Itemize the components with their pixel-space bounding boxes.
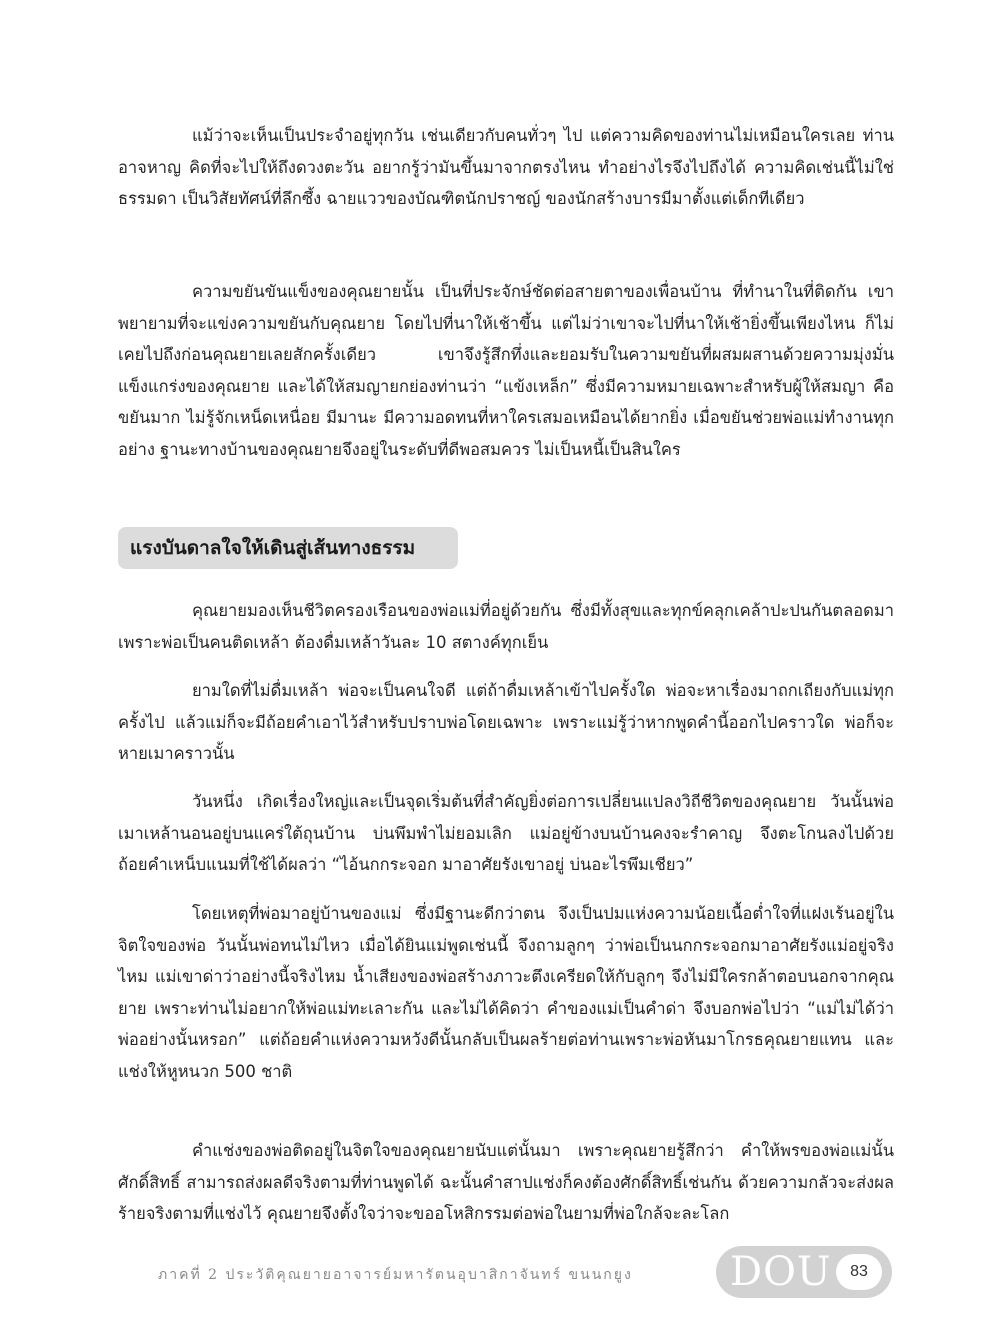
dou-logo: DOU [730, 1249, 832, 1295]
section-heading-box [118, 527, 458, 569]
paragraph-parents-life: คุณยายมองเห็นชีวิตครองเรือนของพ่อแม่ที่อยู่ด้วยกัน ซึ่งมีทั้งสุขและทุกข์คลุกเคล้าปะปนกันตลอดมา เพราะพ่อเป็นคนติดเหล้า ต้องดื่มเหล้าวันละ 10 สตางค์ทุกเย็น [118, 601, 894, 652]
section-heading: แรงบันดาลใจให้เดินสู่เส้นทางธรรม [130, 537, 416, 559]
paragraph-father-anger: โดยเหตุที่พ่อมาอยู่บ้านของแม่ ซึ่งมีฐานะดีกว่าตน จึงเป็นปมแห่งความน้อยเนื้อต่ำใจที่แฝงเร้นอยู่ในจิตใจของพ่อ วันนั้นพ่อทนไม่ไหว เมื่อได้ยินแม่พูดเช่นนี้ จึงถามลูกๆ ว่าพ่อเป็นนกกระจอกมาอาศัยรังแม่อยู่จริงไหม แม่เขาด่าว่าอย่างนี้จริงไหม น้ำเสียงของพ่อสร้างภาวะตึงเครียดให้กับลูกๆ จึงไม่มีใครกล้าตอบนอกจากคุณยาย เพราะท่านไม่อยากให้พ่อแม่ทะเลาะกัน และไม่ได้คิดว่า คำของแม่เป็นคำด่า จึงบอกพ่อไปว่า “แม่ไม่ได้ว่าพ่ออย่างนั้นหรอก” แต่ถ้อยคำแห่งความหวังดีนั้นกลับเป็นผลร้ายต่อท่านเพราะพ่อหันมาโกรธคุณยายแทน และแช่งให้หูหนวก 500 ชาติ [118, 904, 894, 1081]
paragraph-diligence: ความขยันขันแข็งของคุณยายนั้น เป็นที่ประจักษ์ชัดต่อสายตาของเพื่อนบ้าน ที่ทำนาในที่ติดกัน เขาพยายามที่จะแข่งความขยันกับคุณยาย โดยไปที่นาให้เช้าขึ้น แต่ไม่ว่าเขาจะไปที่นาให้เช้ายิ่งขึ้นเพียงไหน ก็ไม่เคยไปถึงก่อนคุณยายเลยสักครั้งเดียว เขาจึงรู้สึกทึ่งและยอมรับในความขยันที่ผสมผสานด้วยความมุ่งมั่นแข็งแกร่งของคุณยาย และได้ให้สมญายกย่องท่านว่า “แข้งเหล็ก” ซึ่งมีความหมายเฉพาะสำหรับผู้ให้สมญา คือ ขยันมาก ไม่รู้จักเหน็ดเหนื่อย มีมานะ มีความอดทนที่หาใครเสมอเหมือนได้ยากยิ่ง เมื่อขยันช่วยพ่อแม่ทำงานทุกอย่าง ฐานะทางบ้านของคุณยายจึงอยู่ในระดับที่ดีพอสมควร ไม่เป็นหนี้เป็นสินใคร [118, 282, 894, 459]
page-number: 83 [836, 1254, 882, 1290]
footer-badge [716, 1246, 892, 1298]
paragraph-father-drinking: ยามใดที่ไม่ดื่มเหล้า พ่อจะเป็นคนใจดี แต่ถ้าดื่มเหล้าเข้าไปครั้งใด พ่อจะหาเรื่องมาถกเถียงกับแม่ทุกครั้งไป แล้วแม่ก็จะมีถ้อยคำเอาไว้สำหรับปราบพ่อโดยเฉพาะ เพราะแม่รู้ว่าหากพูดคำนี้ออกไปคราวใด พ่อก็จะหายเมาคราวนั้น [118, 681, 894, 763]
paragraph-one-day: วันหนึ่ง เกิดเรื่องใหญ่และเป็นจุดเริ่มต้นที่สำคัญยิ่งต่อการเปลี่ยนแปลงวิถีชีวิตของคุณยาย วันนั้นพ่อเมาเหล้านอนอยู่บนแคร่ใต้ถุนบ้าน บ่นพึมพำไม่ยอมเลิก แม่อยู่ข้างบนบ้านคงจะรำคาญ จึงตะโกนลงไปด้วยถ้อยคำเหน็บแนมที่ใช้ได้ผลว่า “ไอ้นกกระจอก มาอาศัยรังเขาอยู่ บ่นอะไรพึมเชียว” [118, 792, 894, 874]
paragraph-curse: คำแช่งของพ่อติดอยู่ในจิตใจของคุณยายนับแต่นั้นมา เพราะคุณยายรู้สึกว่า คำให้พรของพ่อแม่นั้นศักดิ์สิทธิ์ สามารถส่งผลดีจริงตามที่ท่านพูดได้ ฉะนั้นคำสาปแช่งก็คงต้องศักดิ์สิทธิ์เช่นกัน ด้วยความกลัวจะส่งผลร้ายจริงตามที่แช่งไว้ คุณยายจึงตั้งใจว่าจะขออโหสิกรรมต่อพ่อในยามที่พ่อใกล้จะละโลก [118, 1141, 894, 1223]
footer-running-title: ภาคที่ 2 ประวัติคุณยายอาจารย์มหารัตนอุบาสิกาจันทร์ ขนนกยูง [158, 1267, 633, 1283]
paragraph-vision: แม้ว่าจะเห็นเป็นประจำอยู่ทุกวัน เช่นเดียวกับคนทั่วๆ ไป แต่ความคิดของท่านไม่เหมือนใครเลย ท่านอาจหาญ คิดที่จะไปให้ถึงดวงตะวัน อยากรู้ว่ามันขึ้นมาจากตรงไหน ทำอย่างไรจึงไปถึงได้ ความคิดเช่นนี้ไม่ใช่ธรรมดา เป็นวิสัยทัศน์ที่ลึกซึ้ง ฉายแววของบัณฑิตนักปราชญ์ ของนักสร้างบารมีมาตั้งแต่เด็กทีเดียว [118, 126, 894, 208]
